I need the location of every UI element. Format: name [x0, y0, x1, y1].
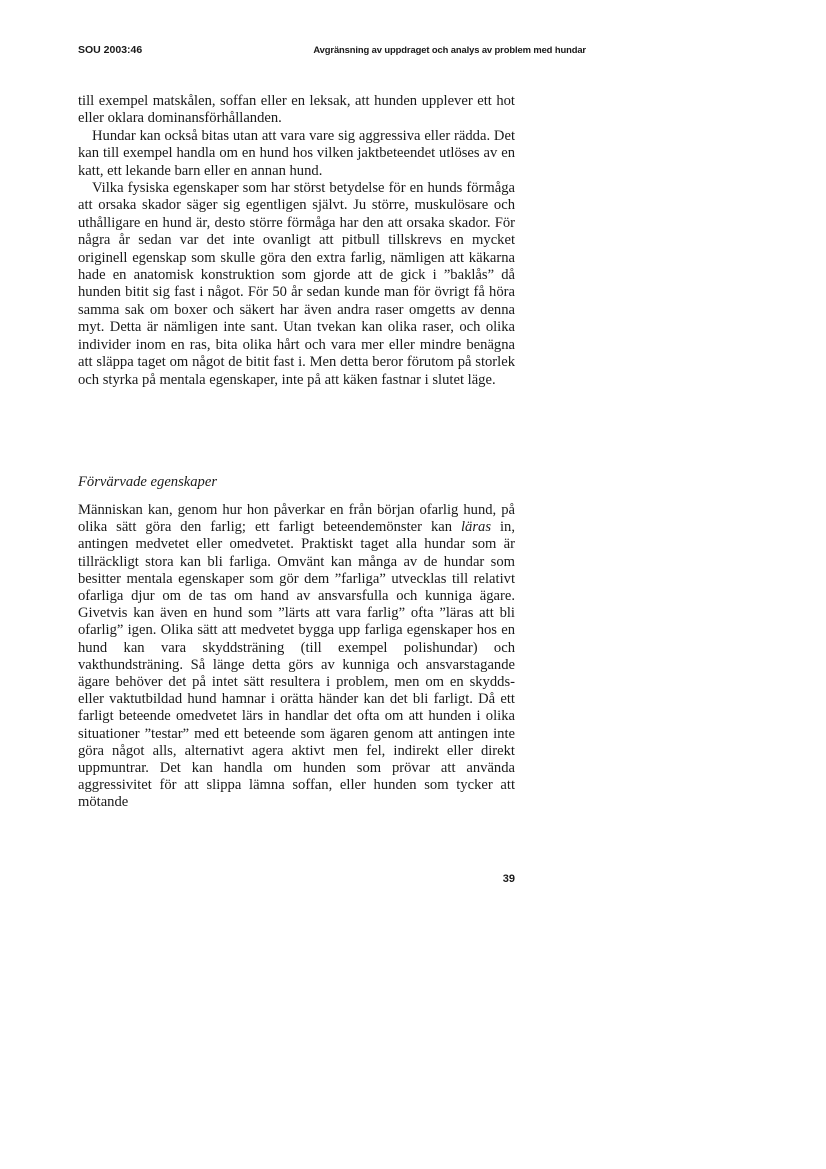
chapter-title: Avgränsning av uppdraget och analys av problem med hundar [313, 44, 586, 55]
paragraph: Vilka fysiska egenskaper som har störst betydelse för en hunds förmåga att orsaka skador säger sig egentligen självt. Ju större, muskulösare och uthålligare en hund är, desto större förmåga har den att orsaka skador. För några år sedan var det inte ovanligt att pitbull tillskrevs en mycket originell egenskap som skulle göra den extra farlig, nämligen att käkarna hade en anatomisk konstruktion som gjorde att de gick i ”baklås” då hunden bitit sig fast i något. För 50 år sedan kunde man för övrigt få höra samma sak om boxer och säkert har även andra raser omgetts av denna myt. Detta är nämligen inte sant. Utan tvekan kan olika raser, och olika individer inom en ras, bita olika hårt och vara mer eller mindre benägna att släppa taget om något de bitit fast i. Men detta beror förutom på storlek och styrka på mentala egenskaper, inte på att käken fastnar i slutet läge. [78, 180, 515, 388]
paragraph: Hundar kan också bitas utan att vara vare sig aggressiva eller rädda. Det kan till exempel handla om en hund hos vilken jaktbeteendet utlöses av en katt, ett lekande barn eller en annan hund. [78, 127, 515, 179]
section-paragraph [78, 502, 515, 812]
body-text [78, 93, 515, 389]
emphasized-word: läras [461, 519, 492, 536]
section-text-part: Människan kan, genom hur hon påverkar en från början ofarlig hund, på olika sätt göra den farlig; ett farligt beteendemönster kan [78, 502, 515, 536]
section-heading: Förvärvade egenskaper [78, 474, 217, 490]
report-id: SOU 2003:46 [78, 44, 143, 56]
page-number: 39 [502, 873, 515, 885]
running-header [78, 44, 586, 64]
paragraph: till exempel matskålen, soffan eller en leksak, att hunden upplever ett hot eller oklara dominansförhållanden. [78, 93, 515, 127]
section-text-part: in, antingen medvetet eller omedvetet. Praktiskt taget alla hundar som är tillräckligt stora kan bli farliga. Omvänt kan många av de hundar som besitter mentala egenskaper som gör dem ”farliga” utvecklas till relativt ofarliga djur om de tas om hand av ansvarsfulla och kunniga ägare. Givetvis kan även en hund som ”lärts att vara farlig” ofta ”läras att bli ofarlig” igen. Olika sätt att medvetet bygga upp farliga egenskaper hos en hund kan vara skyddsträning (till exempel polishundar) och vakthundsträning. Så länge detta görs av kunniga och ansvarstagande ägare behöver det på intet sätt resultera i problem, men om en skydds- eller vaktutbildad hund hamnar i orätta händer kan det bli farligt. Då ett farligt beteende omedvetet lärs in handlar det ofta om att hunden i olika situationer ”testar” med ett beteende som ägaren genom att antingen inte göra något alls, alternativt agera aktivt men fel, indirekt eller direkt uppmuntrar. Det kan handla om hunden som prövar att använda aggressivitet för att slippa lämna soffan, eller hunden som tycker att mötande [78, 519, 515, 811]
